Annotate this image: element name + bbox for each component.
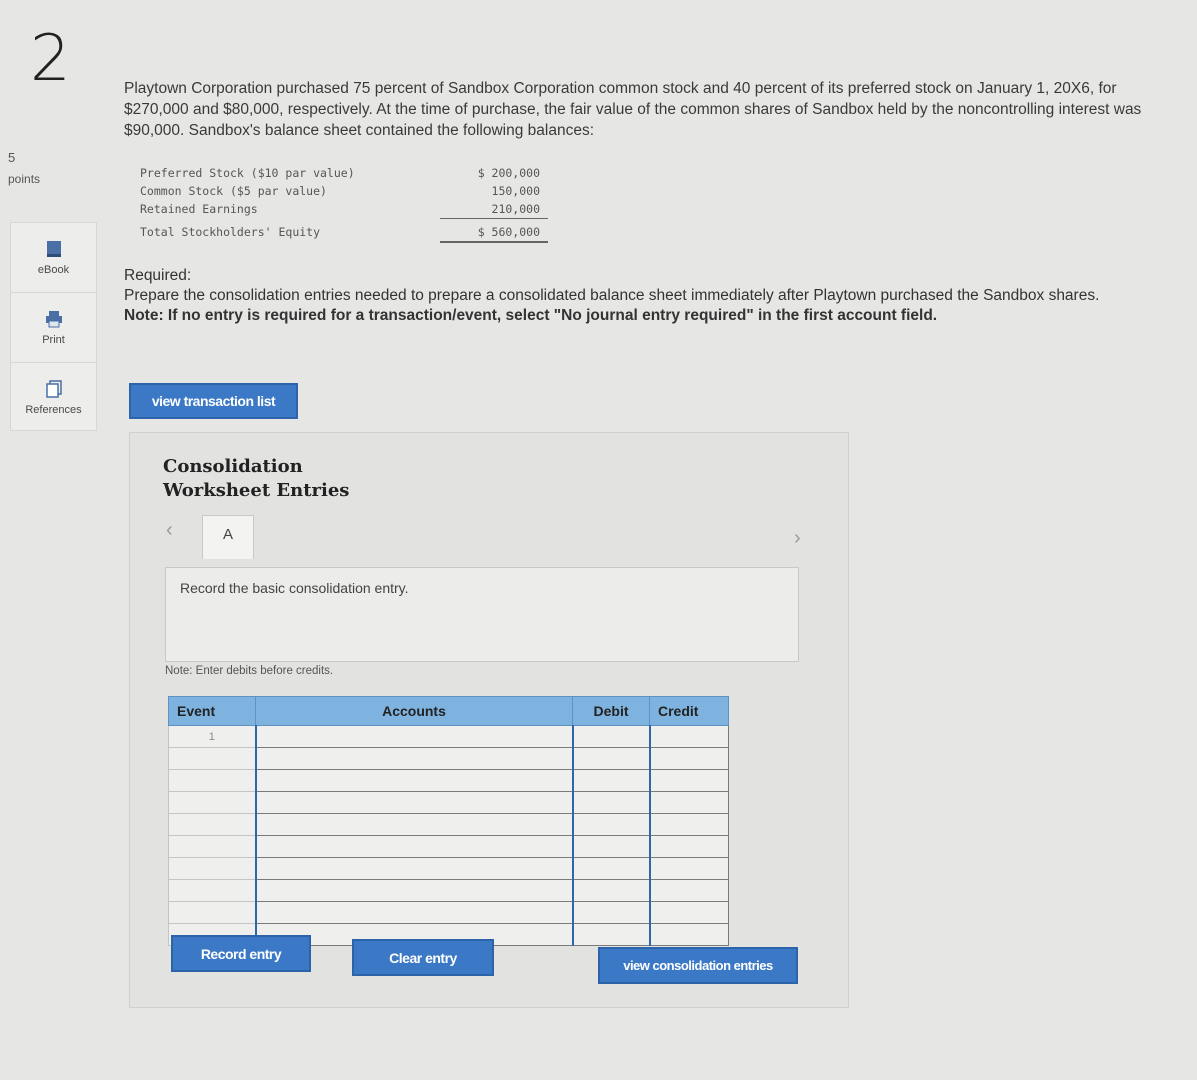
account-select[interactable] bbox=[256, 792, 573, 814]
required-heading: Required: bbox=[124, 267, 192, 284]
debit-input[interactable] bbox=[573, 880, 650, 902]
column-header-debit: Debit bbox=[573, 697, 650, 726]
table-row bbox=[169, 814, 729, 836]
balance-sheet-table bbox=[140, 164, 548, 243]
credit-input[interactable] bbox=[650, 814, 729, 836]
credit-input[interactable] bbox=[650, 880, 729, 902]
event-cell bbox=[169, 902, 256, 924]
account-select[interactable] bbox=[256, 880, 573, 902]
sidebar-item-label: Print bbox=[42, 333, 65, 346]
tab-a[interactable]: A bbox=[202, 515, 254, 559]
credit-input[interactable] bbox=[650, 792, 729, 814]
required-text: Prepare the consolidation entries needed to prepare a consolidated balance sheet immediately after Playtown purchased the Sandbox shares. bbox=[124, 287, 1100, 304]
table-row bbox=[169, 792, 729, 814]
balance-sheet-row: Common Stock ($5 par value) 150,000 bbox=[140, 184, 540, 198]
column-header-event: Event bbox=[169, 697, 256, 726]
account-select[interactable] bbox=[256, 770, 573, 792]
table-row bbox=[169, 770, 729, 792]
sidebar-item-ebook[interactable] bbox=[11, 223, 96, 293]
account-select[interactable] bbox=[256, 858, 573, 880]
side-nav bbox=[10, 222, 97, 431]
required-note: Note: If no entry is required for a transaction/event, select "No journal entry required" in the first account field. bbox=[124, 307, 938, 324]
debit-input[interactable] bbox=[573, 748, 650, 770]
table-row bbox=[169, 726, 729, 748]
points-value: 5 bbox=[8, 150, 16, 165]
credit-input[interactable] bbox=[650, 924, 729, 946]
debits-note: Note: Enter debits before credits. bbox=[165, 665, 334, 677]
references-icon bbox=[44, 380, 64, 398]
instruction-text: Record the basic consolidation entry. bbox=[180, 580, 409, 596]
event-cell bbox=[169, 748, 256, 770]
credit-input[interactable] bbox=[650, 770, 729, 792]
clear-entry-button[interactable]: Clear entry bbox=[352, 939, 494, 976]
event-cell bbox=[169, 858, 256, 880]
balance-sheet-row: Retained Earnings 210,000 bbox=[140, 200, 548, 219]
debit-input[interactable] bbox=[573, 902, 650, 924]
event-cell bbox=[169, 880, 256, 902]
table-row bbox=[169, 902, 729, 924]
debit-input[interactable] bbox=[573, 792, 650, 814]
chevron-right-icon[interactable]: › bbox=[794, 527, 801, 549]
chevron-left-icon[interactable]: ‹ bbox=[166, 519, 173, 541]
debit-input[interactable] bbox=[573, 836, 650, 858]
debit-input[interactable] bbox=[573, 814, 650, 836]
table-row bbox=[169, 858, 729, 880]
question-number: 2 bbox=[30, 22, 71, 96]
event-cell: 1 bbox=[169, 726, 256, 748]
event-cell bbox=[169, 792, 256, 814]
credit-input[interactable] bbox=[650, 836, 729, 858]
debit-input[interactable] bbox=[573, 858, 650, 880]
table-row bbox=[169, 880, 729, 902]
credit-input[interactable] bbox=[650, 858, 729, 880]
credit-input[interactable] bbox=[650, 902, 729, 924]
problem-text: Playtown Corporation purchased 75 percent of Sandbox Corporation common stock and 40 percent of its preferred stock on January 1, 20X6, for $270,000 and $80,000, respectively. At the time of purchase, the fair value of the common shares of Sandbox held by the noncontrolling interest was $90,000. Sandbox's balance sheet contained the following balances: bbox=[124, 80, 1142, 139]
debit-input[interactable] bbox=[573, 924, 650, 946]
credit-input[interactable] bbox=[650, 726, 729, 748]
credit-input[interactable] bbox=[650, 748, 729, 770]
instruction-box bbox=[165, 567, 799, 662]
event-cell bbox=[169, 836, 256, 858]
account-select[interactable] bbox=[256, 726, 573, 748]
points-label: points bbox=[8, 172, 41, 186]
worksheet-title: Consolidation Worksheet Entries bbox=[163, 456, 350, 501]
column-header-credit: Credit bbox=[650, 697, 729, 726]
sidebar-item-references[interactable] bbox=[11, 363, 96, 432]
view-consolidation-entries-button[interactable]: view consolidation entries bbox=[598, 947, 798, 984]
account-select[interactable] bbox=[256, 836, 573, 858]
table-row bbox=[169, 748, 729, 770]
view-transaction-list-button[interactable]: view transaction list bbox=[129, 383, 298, 419]
event-cell bbox=[169, 814, 256, 836]
required-section bbox=[124, 266, 1124, 326]
table-row bbox=[169, 836, 729, 858]
account-select[interactable] bbox=[256, 902, 573, 924]
event-cell bbox=[169, 770, 256, 792]
balance-sheet-row: Preferred Stock ($10 par value) $ 200,000 bbox=[140, 166, 540, 180]
debit-input[interactable] bbox=[573, 726, 650, 748]
record-entry-button[interactable]: Record entry bbox=[171, 935, 311, 972]
journal-entry-table bbox=[168, 696, 729, 946]
sidebar-item-print[interactable] bbox=[11, 293, 96, 363]
book-icon bbox=[44, 240, 64, 258]
account-select[interactable] bbox=[256, 814, 573, 836]
sidebar-item-label: eBook bbox=[37, 263, 70, 276]
printer-icon bbox=[44, 310, 64, 328]
debit-input[interactable] bbox=[573, 770, 650, 792]
balance-sheet-total-row: Total Stockholders' Equity $ 560,000 bbox=[140, 219, 548, 243]
account-select[interactable] bbox=[256, 748, 573, 770]
column-header-accounts: Accounts bbox=[256, 697, 573, 726]
sidebar-item-label: References bbox=[25, 403, 82, 416]
worksheet-panel bbox=[129, 432, 849, 1008]
